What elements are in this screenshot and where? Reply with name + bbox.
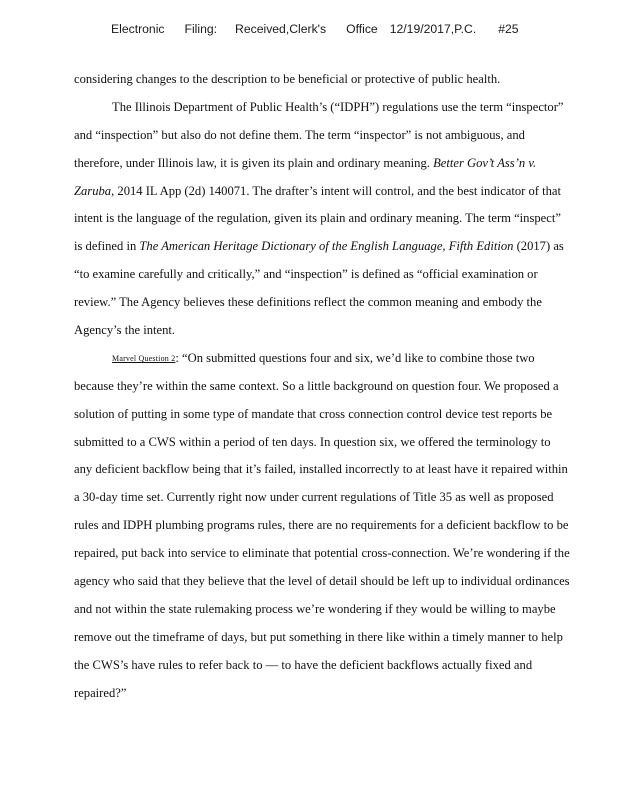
text-line-9: review.” The Agency believes these definitions reflect the common meaning and embody the [74, 295, 542, 310]
text-line-14: submitted to a CWS within a period of ten days. In question six, we offered the terminology to [74, 434, 551, 449]
text-line-11 [74, 345, 594, 373]
text-line-1: considering changes to the description to be beneficial or protective of public health. [74, 72, 501, 86]
text-line-5-plain: , 2014 IL App (2d) 140071. The drafter’s intent will control, and the best indicator of that [111, 183, 561, 198]
header-electronic: Electronic [111, 22, 165, 36]
header-received: Received,Clerk's [235, 22, 327, 36]
text-line-13: solution of putting in some type of mandate that cross connection control device test reports be [74, 406, 553, 421]
dictionary-title: The American Heritage Dictionary of the English Language, Fifth Edition [139, 239, 514, 254]
text-line-23: repaired?” [74, 685, 127, 700]
header-doc-number: #25 [498, 22, 519, 36]
text-line-7-start: is defined in [74, 239, 140, 254]
text-line-3: and “inspection” but also do not define them. The term “inspector” is not ambiguous, and [74, 127, 525, 142]
speaker-label: Marvel Question 2 [112, 353, 176, 363]
text-line-4-plain: therefore, under Illinois law, it is given its plain and ordinary meaning. [74, 155, 434, 170]
text-line-18: repaired, put back into service to eliminate that potential cross-connection. We’re wondering if the [74, 546, 570, 561]
text-line-19: agency who said that they believe that the level of detail should be left up to individual ordinances [74, 574, 570, 589]
text-line-16: a 30-day time set. Currently right now under current regulations of Title 35 as well as proposed [74, 490, 554, 505]
text-line-7 [74, 233, 594, 261]
text-line-21: remove out the timeframe of days, but put something in there like within a timely manner to help [74, 629, 563, 644]
text-line-4 [74, 150, 594, 178]
text-line-5 [74, 178, 594, 206]
header-date: 12/19/2017,P.C. [389, 22, 477, 36]
document-body [74, 66, 594, 707]
text-line-7-end: (2017) as [513, 239, 564, 254]
filing-header [111, 22, 519, 36]
case-citation-name: Zaruba [74, 183, 112, 198]
header-filing: Filing: [184, 22, 218, 36]
text-line-15: any deficient backflow being that it’s failed, installed incorrectly to at least have it repaired within [74, 462, 568, 477]
text-line-8: “to examine carefully and critically,” and “inspection” is defined as “official examination or [74, 267, 538, 282]
text-line-22: the CWS’s have rules to refer back to — to have the deficient backflows actually fixed and [74, 657, 533, 672]
header-office: Office [346, 22, 378, 36]
text-line-6: intent is the language of the regulation, given its plain and ordinary meaning. The term “inspect” [74, 211, 561, 226]
text-line-10: Agency’s the intent. [74, 323, 176, 338]
text-line-17: rules and IDPH plumbing programs rules, there are no requirements for a deficient backflow to be [74, 518, 569, 533]
text-line-2: The Illinois Department of Public Health’s (“IDPH”) regulations use the term “inspector” [112, 99, 564, 114]
text-line-20: and not within the state rulemaking process we’re wondering if they would be willing to maybe [74, 601, 556, 616]
case-citation-start: Better Gov’t Ass’n v. [433, 155, 537, 170]
text-line-11-plain: : “On submitted questions four and six, we’d like to combine those two [175, 350, 535, 365]
text-line-12: because they’re within the same context. So a little background on question four. We proposed a [74, 378, 559, 393]
